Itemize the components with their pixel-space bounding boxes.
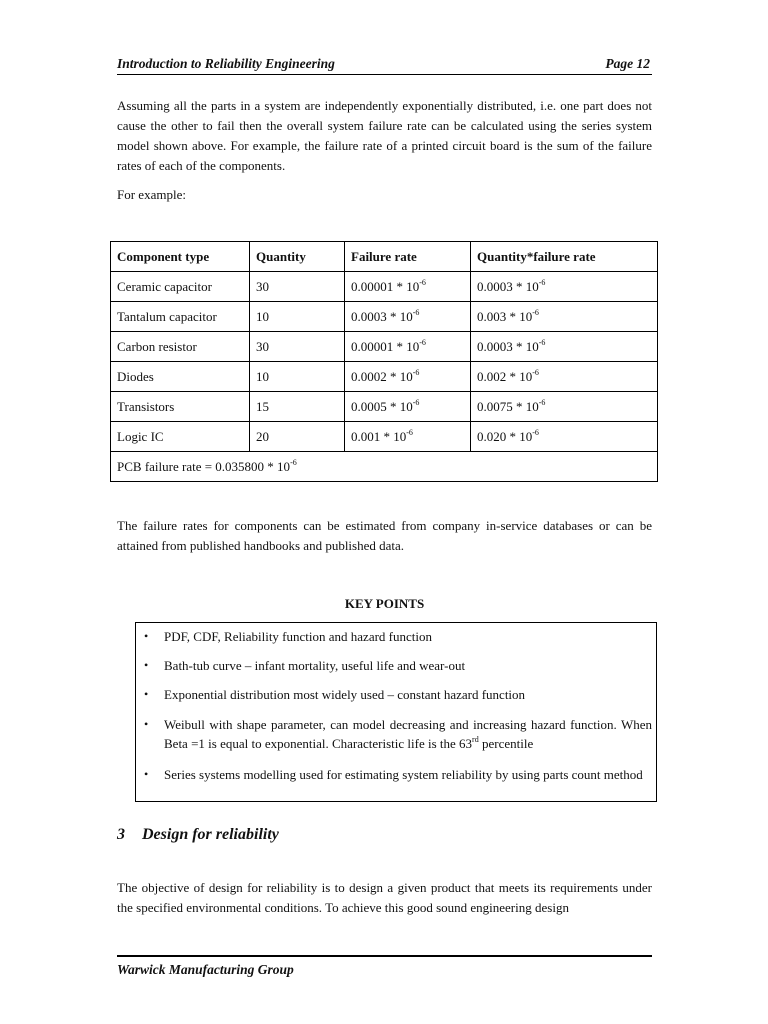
cell-total-rate: $0.020 * 10^{-6}$ (471, 422, 658, 452)
exponent: -6 (532, 307, 539, 317)
document-title: Introduction to Reliability Engineering (117, 56, 335, 71)
section-number: 3 (117, 826, 125, 843)
cell-quantity: 15 (250, 392, 345, 422)
cell-total-rate: $0.0003 * 10^{-6}$ (471, 332, 658, 362)
failure-rate-table (110, 241, 658, 482)
list-item: • PDF, CDF, Reliability function and hazard function (144, 629, 432, 644)
bullet-icon: • (144, 687, 149, 701)
cell-failure-rate: $0.001 * 10^{-6}$ (345, 422, 471, 452)
header-component-type: Component type (111, 242, 250, 272)
header-failure-rate: Failure rate (345, 242, 471, 272)
list-item: • Bath-tub curve – infant mortality, useful life and wear-out (144, 658, 466, 673)
cell-failure-rate: $0.00001 * 10^{-6}$ (345, 272, 471, 302)
bullet-icon: • (144, 658, 149, 672)
table-row (111, 422, 658, 452)
section-title: Design for reliability (142, 826, 279, 843)
exponent: -6 (538, 397, 546, 407)
table-header-row (111, 242, 658, 272)
cell-quantity: 10 (250, 362, 345, 392)
bullet-icon: • (144, 629, 149, 643)
cell-component-type: Tantalum capacitor (111, 302, 250, 332)
page-header (117, 56, 652, 75)
exponent: -6 (412, 307, 420, 317)
cell-failure-rate: $0.00001 * 10^{-6}$ (345, 332, 471, 362)
cell-total-rate: $0.0075 * 10^{-6}$ (471, 392, 658, 422)
cell-total-rate: $0.002 * 10^{-6}$ (471, 362, 658, 392)
exponent: -6 (412, 367, 420, 377)
exponent: -6 (419, 277, 426, 287)
cell-quantity: 30 (250, 332, 345, 362)
pcb-failure-rate: PCB failure rate = $0.035800 * 10^{-6}$ (111, 452, 658, 482)
table-row (111, 392, 658, 422)
key-points-title: KEY POINTS (344, 596, 425, 611)
exponent: -6 (290, 457, 297, 467)
exponent: -6 (406, 427, 413, 437)
cell-component-type: Diodes (111, 362, 250, 392)
list-item: • Weibull with shape parameter, can model decreasing and increasing hazard function. When Beta =1 is equal to exponential. Characteristic life is the 63rd percentile (144, 717, 652, 751)
cell-component-type: Logic IC (111, 422, 250, 452)
exponent: -6 (412, 397, 420, 407)
cell-quantity: 20 (250, 422, 345, 452)
header-quantity-failure-rate: Quantity*failure rate (471, 242, 658, 272)
page-footer (117, 955, 652, 978)
cell-total-rate: $0.003 * 10^{-6}$ (471, 302, 658, 332)
table-row (111, 272, 658, 302)
list-item: • Exponential distribution most widely used – constant hazard function (144, 687, 526, 702)
exponent: -6 (538, 277, 546, 287)
design-paragraph: The objective of design for reliability is to design a given product that meets its requirements under the specified environmental conditions. To achieve this good sound engineering design (117, 880, 652, 915)
table-row (111, 302, 658, 332)
cell-quantity: 10 (250, 302, 345, 332)
cell-component-type: Transistors (111, 392, 250, 422)
cell-failure-rate: $0.0002 * 10^{-6}$ (345, 362, 471, 392)
footer-text: Warwick Manufacturing Group (117, 962, 294, 977)
bullet-icon: • (144, 717, 149, 731)
header-quantity: Quantity (250, 242, 345, 272)
exponent: -6 (538, 337, 546, 347)
exponent: -6 (532, 427, 539, 437)
exponent: -6 (419, 337, 426, 347)
table-row (111, 362, 658, 392)
page-number: Page 12 (605, 56, 650, 71)
cell-total-rate: $0.0003 * 10^{-6}$ (471, 272, 658, 302)
cell-component-type: Ceramic capacitor (111, 272, 250, 302)
table-row (111, 332, 658, 362)
cell-failure-rate: $0.0003 * 10^{-6}$ (345, 302, 471, 332)
intro-paragraph: Assuming all the parts in a system are independently exponentially distributed, i.e. one part does not cause the other to fail then the overall system failure rate can be calculated using the series system model shown above. For example, the failure rate of a printed circuit board is the sum of the failure rates of each of the components. (117, 98, 652, 173)
cell-component-type: Carbon resistor (111, 332, 250, 362)
section-heading (117, 826, 279, 844)
table-total-row (111, 452, 658, 482)
exponent: -6 (532, 367, 539, 377)
estimates-paragraph: The failure rates for components can be estimated from company in-service databases or can be attained from published handbooks and published data. (117, 518, 652, 553)
list-item: • Series systems modelling used for estimating system reliability by using parts count method (144, 767, 643, 782)
cell-failure-rate: $0.0005 * 10^{-6}$ (345, 392, 471, 422)
key-points-box (135, 622, 657, 802)
for-example-text: For example: (117, 187, 186, 202)
cell-quantity: 30 (250, 272, 345, 302)
bullet-icon: • (144, 767, 149, 781)
